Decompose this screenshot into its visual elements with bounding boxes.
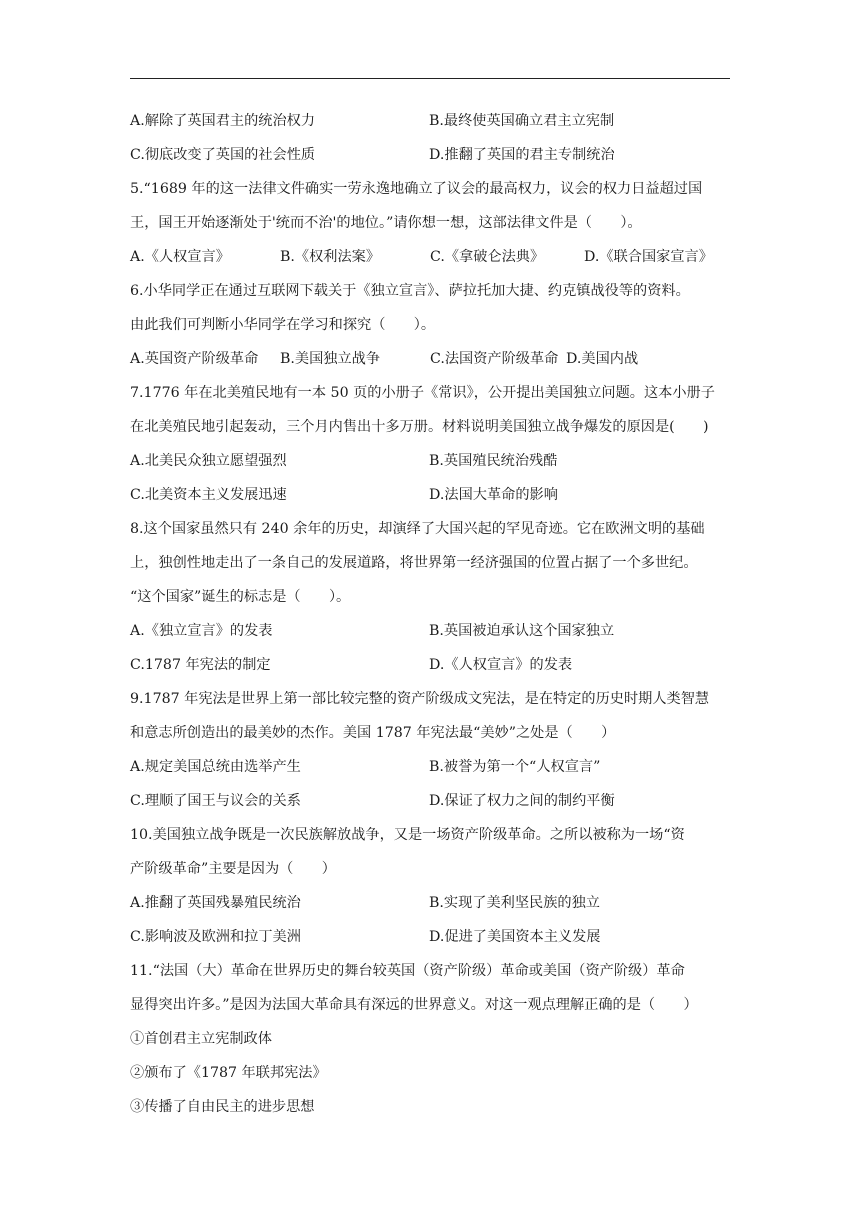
q11-stem-line2: 显得突出许多。”是因为法国大革命具有深远的世界意义。对这一观点理解正确的是（ ） (130, 997, 698, 1013)
q6-option-c[interactable]: C.法国资产阶级革命 (430, 351, 559, 367)
q5-option-c[interactable]: C.《拿破仑法典》 (430, 249, 545, 265)
q10-option-c[interactable]: C.影响波及欧洲和拉丁美洲 (130, 929, 301, 945)
q9-stem-line1: 9.1787 年宪法是世界上第一部比较完整的资产阶级成文宪法，是在特定的历史时期人类智慧 (130, 691, 710, 707)
q5-option-b[interactable]: B.《权利法案》 (280, 249, 381, 265)
q10-stem-line1: 10.美国独立战争既是一次民族解放战争，又是一场资产阶级革命。之所以被称为一场“资 (130, 827, 685, 843)
q7-option-c[interactable]: C.北美资本主义发展迅速 (130, 487, 287, 503)
q10-option-a[interactable]: A.推翻了英国残暴殖民统治 (130, 895, 301, 911)
q4-option-d[interactable]: D.推翻了英国的君主专制统治 (429, 147, 615, 163)
q5-option-d[interactable]: D.《联合国家宣言》 (584, 249, 713, 265)
q11-item-1: ①首创君主立宪制政体 (130, 1031, 272, 1047)
q4-options-row1 (130, 108, 730, 142)
q9-options-row2 (130, 788, 730, 822)
q8-option-b[interactable]: B.英国被迫承认这个国家独立 (429, 623, 615, 639)
q8-option-c[interactable]: C.1787 年宪法的制定 (130, 657, 271, 673)
q6-stem-line1: 6.小华同学正在通过互联网下载关于《独立宣言》、萨拉托加大捷、约克镇战役等的资料。 (130, 283, 690, 299)
q9-options-row1 (130, 754, 730, 788)
q5-stem-line1: 5.“1689 年的这一法律文件确实一劳永逸地确立了议会的最高权力，议会的权力日益超过国 (130, 181, 703, 197)
q10-stem-line2: 产阶级革命”主要是因为（ ） (130, 861, 336, 877)
q6-option-b[interactable]: B.美国独立战争 (280, 351, 381, 367)
q10-options-row2 (130, 924, 730, 958)
q11-item-3: ③传播了自由民主的进步思想 (130, 1099, 315, 1115)
q9-option-a[interactable]: A.规定美国总统由选举产生 (130, 759, 301, 775)
header-rule (130, 78, 730, 79)
q7-options-row2 (130, 482, 730, 516)
q10-option-b[interactable]: B.实现了美利坚民族的独立 (429, 895, 600, 911)
q11-stem-line1: 11.“法国（大）革命在世界历史的舞台较英国（资产阶级）革命或美国（资产阶级）革命 (130, 963, 685, 979)
q9-option-b[interactable]: B.被誉为第一个“人权宣言” (429, 759, 601, 775)
q5-options (130, 244, 730, 278)
q8-options-row1 (130, 618, 730, 652)
q5-stem-line2: 王，国王开始逐渐处于'统而不治'的地位。”请你想一想，这部法律文件是（ ）。 (130, 215, 642, 231)
q4-options-row2 (130, 142, 730, 176)
q7-stem-line1: 7.1776 年在北美殖民地有一本 50 页的小册子《常识》，公开提出美国独立问题。这本小册子 (130, 385, 715, 401)
q9-stem-line2: 和意志所创造出的最美妙的杰作。美国 1787 年宪法最“美妙”之处是（ ） (130, 725, 616, 741)
q7-option-a[interactable]: A.北美民众独立愿望强烈 (130, 453, 287, 469)
q7-options-row1 (130, 448, 730, 482)
q10-option-d[interactable]: D.促进了美国资本主义发展 (429, 929, 601, 945)
q4-option-a[interactable]: A.解除了英国君主的统治权力 (130, 113, 316, 129)
q6-options (130, 346, 730, 380)
q6-option-a[interactable]: A.英国资产阶级革命 (130, 351, 259, 367)
q7-option-b[interactable]: B.英国殖民统治残酷 (429, 453, 558, 469)
q8-stem-line2: 上，独创性地走出了一条自己的发展道路，将世界第一经济强国的位置占据了一个多世纪。 (130, 555, 698, 571)
q5-option-a[interactable]: A.《人权宣言》 (130, 249, 230, 265)
q4-option-b[interactable]: B.最终使英国确立君主立宪制 (429, 113, 615, 129)
q10-options-row1 (130, 890, 730, 924)
q8-option-d[interactable]: D.《人权宣言》的发表 (429, 657, 573, 673)
q9-option-d[interactable]: D.保证了权力之间的制约平衡 (429, 793, 615, 809)
q8-stem-line3: “这个国家”诞生的标志是（ ）。 (130, 589, 351, 605)
question-list (130, 108, 730, 1128)
q8-option-a[interactable]: A.《独立宣言》的发表 (130, 623, 273, 639)
q4-option-c[interactable]: C.彻底改变了英国的社会性质 (130, 147, 316, 163)
q6-stem-line2: 由此我们可判断小华同学在学习和探究（ ）。 (130, 317, 436, 333)
q11-item-2: ②颁布了《1787 年联邦宪法》 (130, 1065, 327, 1081)
q7-option-d[interactable]: D.法国大革命的影响 (429, 487, 558, 503)
q8-stem-line1: 8.这个国家虽然只有 240 余年的历史，却演绎了大国兴起的罕见奇迹。它在欧洲文明的基础 (130, 521, 705, 537)
q8-options-row2 (130, 652, 730, 686)
q7-stem-line2: 在北美殖民地引起轰动，三个月内售出十多万册。材料说明美国独立战争爆发的原因是( ) (130, 419, 709, 435)
q9-option-c[interactable]: C.理顺了国王与议会的关系 (130, 793, 301, 809)
q6-option-d[interactable]: D.美国内战 (566, 351, 639, 367)
